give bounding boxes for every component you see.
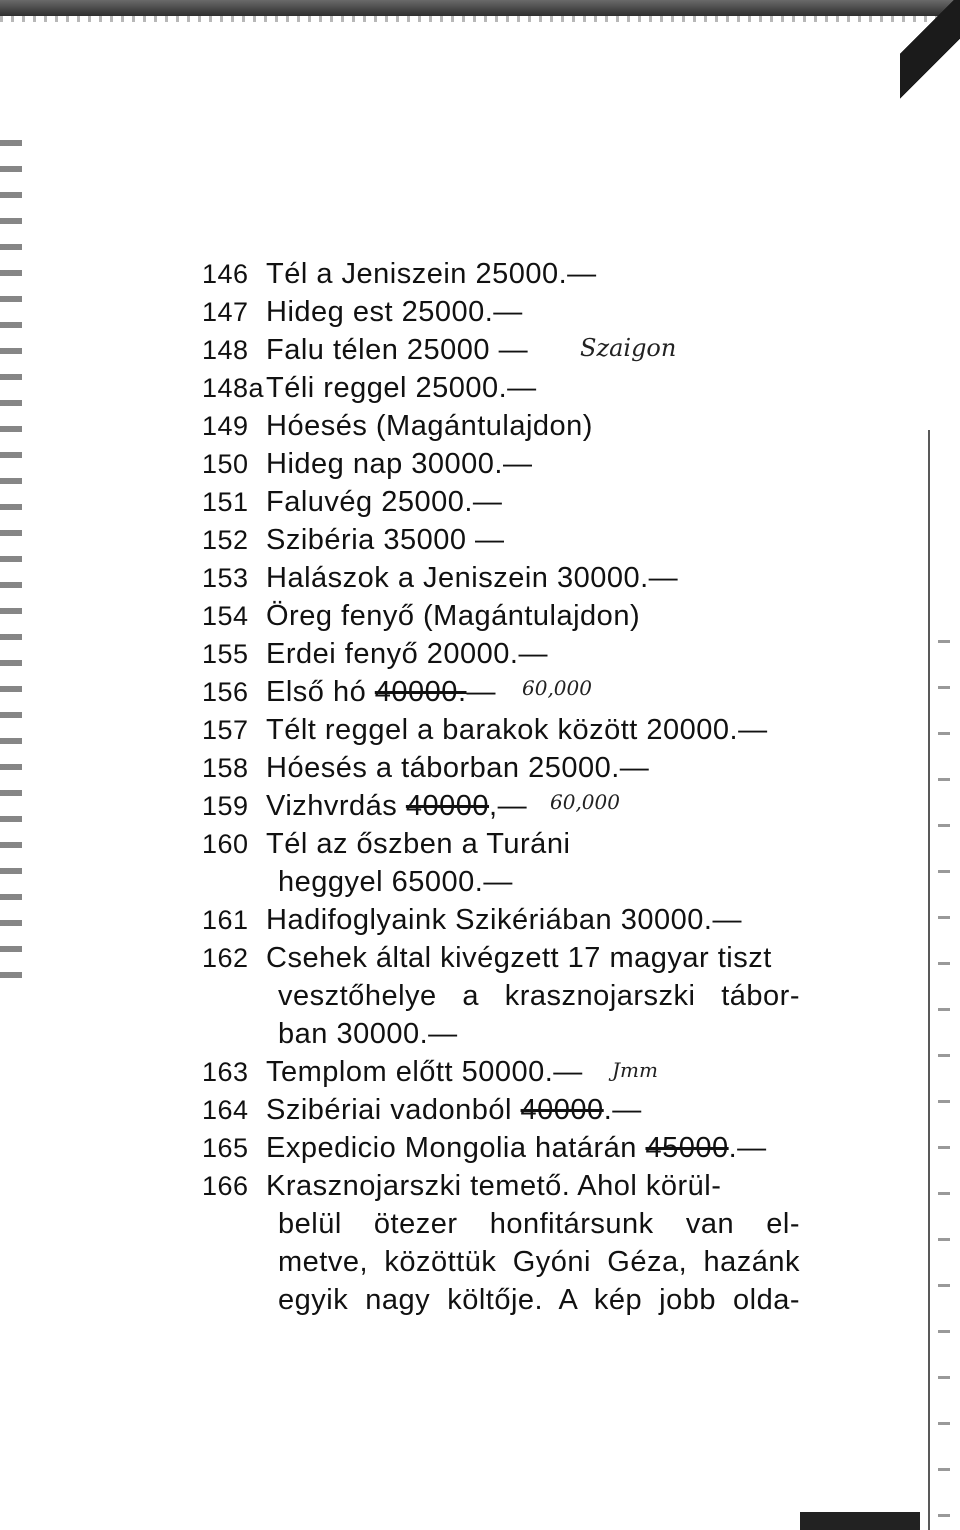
entry-text: Halászok a Jeniszein 30000.— xyxy=(266,562,679,594)
entry-number: 161 xyxy=(202,905,249,935)
struck-price: 40000 xyxy=(520,1094,604,1126)
entry-text-part: Expedicio Mongolia határán xyxy=(266,1132,646,1164)
scan-bottom-mark xyxy=(800,1512,920,1530)
entry-text-part: ,— xyxy=(489,790,528,822)
entry-text: Falu télen 25000 — xyxy=(266,334,529,366)
entry-number: 157 xyxy=(202,715,249,745)
entry-number: 152 xyxy=(202,525,249,555)
entry-number: 156 xyxy=(202,677,249,707)
entry-text-part: .— xyxy=(728,1132,767,1164)
entry-text: Erdei fenyő 20000.— xyxy=(266,638,548,670)
entry-text: Hóesés a táborban 25000.— xyxy=(266,752,650,784)
entry-number: 146 xyxy=(202,259,249,289)
handwritten-annotation: 60,000 xyxy=(550,790,620,814)
entry-number: 149 xyxy=(202,411,249,441)
entry-text-part: .— xyxy=(603,1094,642,1126)
entry-number: 153 xyxy=(202,563,249,593)
entry-text xyxy=(266,791,527,821)
entry-number: 164 xyxy=(202,1095,249,1125)
scan-corner-mark xyxy=(900,0,960,120)
entry-text: Tél a Jeniszein 25000.— xyxy=(266,258,597,290)
entry-text: Hideg est 25000.— xyxy=(266,296,523,328)
entry-text-continuation: ban 30000.— xyxy=(278,1018,458,1050)
entry-text-continuation: vesztőhelye a krasznojarszki tábor- xyxy=(278,980,800,1012)
entry-number: 151 xyxy=(202,487,249,517)
entry-text: Hadifoglyaink Szikériában 30000.— xyxy=(266,904,742,936)
scan-right-rule xyxy=(928,430,930,1530)
entry-number: 159 xyxy=(202,791,249,821)
struck-price: 40000 xyxy=(405,790,490,822)
entry-number: 148a xyxy=(202,373,265,403)
entry-number: 150 xyxy=(202,449,249,479)
scan-top-edge xyxy=(0,0,960,16)
entry-text: Szibéria 35000 — xyxy=(266,524,505,556)
entry-number: 163 xyxy=(202,1057,249,1087)
entry-text xyxy=(266,1095,642,1125)
entry-text: Csehek által kivégzett 17 magyar tiszt xyxy=(266,942,772,974)
scan-left-edge xyxy=(0,140,22,990)
entry-text: Hóesés (Magántulajdon) xyxy=(266,410,593,442)
entry-number: 158 xyxy=(202,753,249,783)
entry-text-continuation: egyik nagy költője. A kép jobb olda- xyxy=(278,1284,800,1316)
entry-text-continuation: heggyel 65000.— xyxy=(278,866,513,898)
entry-text-part: Első hó xyxy=(266,676,375,708)
entry-text-continuation: metve, közöttük Gyóni Géza, hazánk xyxy=(278,1246,800,1278)
entry-number: 147 xyxy=(202,297,249,327)
struck-price: 45000 xyxy=(645,1132,729,1164)
entry-text-continuation: belül ötezer honfitársunk van el- xyxy=(278,1208,800,1240)
entry-number: 148 xyxy=(202,335,249,365)
entry-text: Téli reggel 25000.— xyxy=(266,372,537,404)
entry-text: Krasznojarszki temető. Ahol körül- xyxy=(266,1170,722,1202)
entry-text-part: Vizhvrdás xyxy=(266,790,406,822)
entry-text-part: — xyxy=(466,676,496,708)
entry-number: 165 xyxy=(202,1133,249,1163)
entry-text: Templom előtt 50000.— xyxy=(266,1056,583,1088)
entry-text: Faluvég 25000.— xyxy=(266,486,503,518)
entry-number: 155 xyxy=(202,639,249,669)
entry-text-part: Szibériai vadonból xyxy=(266,1094,521,1126)
entry-text: Öreg fenyő (Magántulajdon) xyxy=(266,600,641,632)
entry-text: Hideg nap 30000.— xyxy=(266,448,533,480)
entry-number: 160 xyxy=(202,829,249,859)
handwritten-annotation: 60,000 xyxy=(522,676,592,700)
entry-text xyxy=(266,1133,767,1163)
entry-text: Tél az őszben a Turáni xyxy=(266,828,571,860)
entry-text xyxy=(266,677,496,707)
entry-number: 166 xyxy=(202,1171,249,1201)
handwritten-annotation: Szaigon xyxy=(580,334,677,362)
entry-number: 154 xyxy=(202,601,249,631)
handwritten-annotation: Jmm xyxy=(612,1058,658,1082)
struck-price: 40000. xyxy=(374,676,467,708)
entry-number: 162 xyxy=(202,943,249,973)
scan-right-ticks xyxy=(938,640,950,1520)
entry-text: Télt reggel a barakok között 20000.— xyxy=(266,714,768,746)
